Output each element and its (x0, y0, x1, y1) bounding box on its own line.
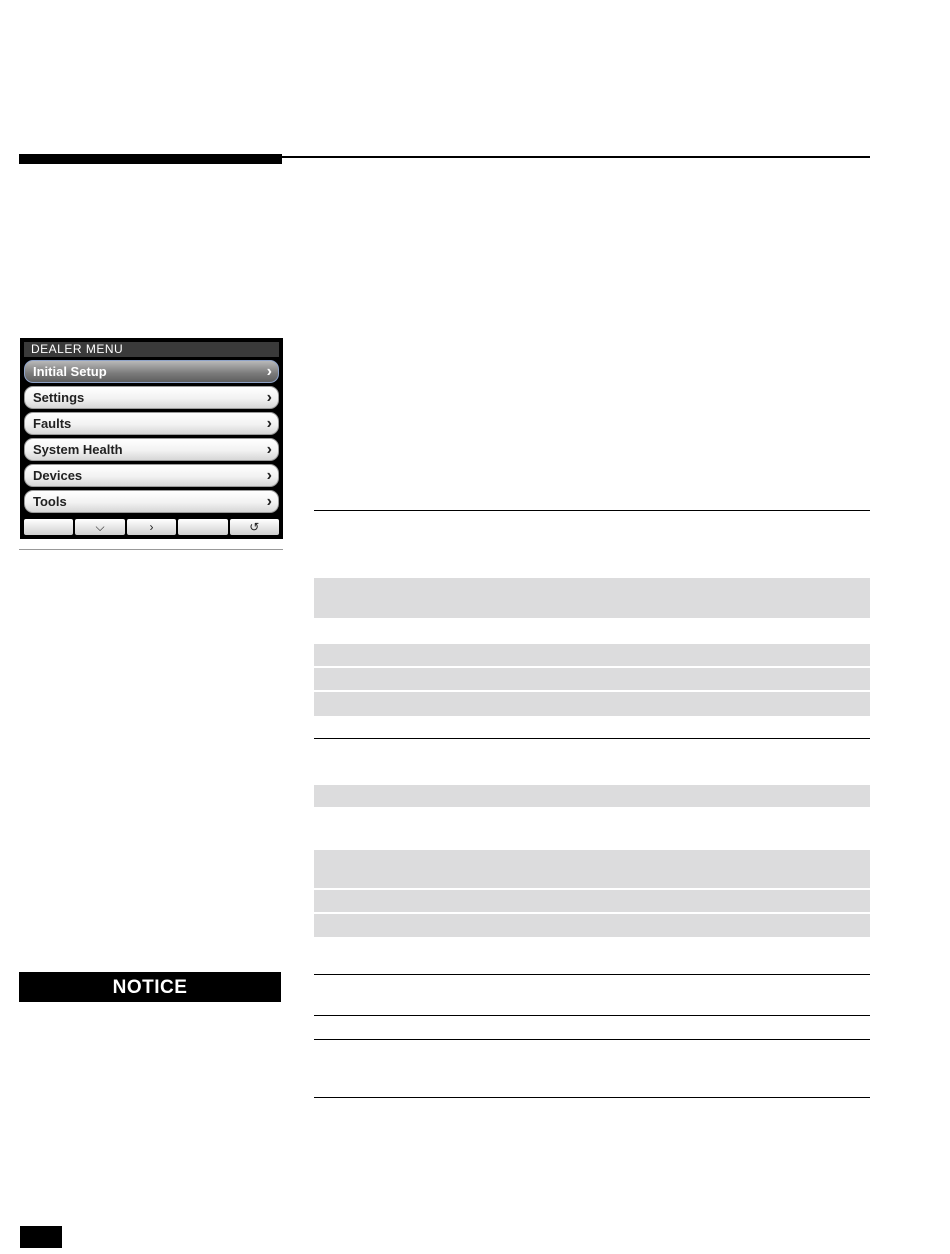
table-rule (314, 1039, 870, 1040)
softkey-1[interactable] (24, 519, 73, 535)
table-rule (314, 738, 870, 739)
menu-item-tools[interactable] (24, 490, 279, 513)
menu-item-label: Settings (33, 390, 85, 405)
header-rule (282, 156, 870, 158)
notice-banner: NOTICE (19, 972, 281, 1002)
screen-title: DEALER MENU (24, 342, 279, 357)
table-shaded-row (314, 914, 870, 937)
chevron-right-icon: › (266, 441, 272, 458)
menu-item-devices[interactable] (24, 464, 279, 487)
table-shaded-row (314, 850, 870, 888)
menu-item-system-health[interactable] (24, 438, 279, 461)
thermostat-screen (20, 338, 283, 539)
table-rule (314, 510, 870, 511)
dealer-menu-list (24, 360, 279, 516)
menu-item-label: Faults (33, 416, 72, 431)
menu-item-faults[interactable] (24, 412, 279, 435)
table-shaded-row (314, 644, 870, 666)
menu-item-settings[interactable] (24, 386, 279, 409)
menu-item-initial-setup[interactable] (24, 360, 279, 383)
table-shaded-row (314, 890, 870, 912)
table-rule (314, 974, 870, 975)
softkey-bar (24, 519, 279, 535)
softkey-4[interactable] (178, 519, 227, 535)
softkey-back-icon[interactable]: ↺ (230, 519, 279, 535)
page-number-tab (20, 1226, 62, 1248)
table-shaded-row (314, 692, 870, 716)
table-shaded-row (314, 578, 870, 618)
menu-item-label: Tools (33, 494, 67, 509)
softkey-down-chevron-icon[interactable]: ⌵ (75, 519, 124, 535)
menu-item-label: Initial Setup (33, 364, 107, 379)
menu-item-label: System Health (33, 442, 123, 457)
chevron-right-icon: › (266, 493, 272, 510)
chevron-right-icon: › (266, 415, 272, 432)
chevron-right-icon: › (266, 467, 272, 484)
chevron-right-icon: › (266, 389, 272, 406)
chevron-right-icon: › (266, 363, 272, 380)
softkey-right-chevron-icon[interactable]: › (127, 519, 176, 535)
table-rule (314, 1015, 870, 1016)
table-rule (314, 1097, 870, 1098)
menu-item-label: Devices (33, 468, 83, 483)
table-shaded-row (314, 668, 870, 690)
header-bar (19, 154, 282, 164)
figure-caption-rule (19, 549, 283, 550)
table-shaded-row (314, 785, 870, 807)
